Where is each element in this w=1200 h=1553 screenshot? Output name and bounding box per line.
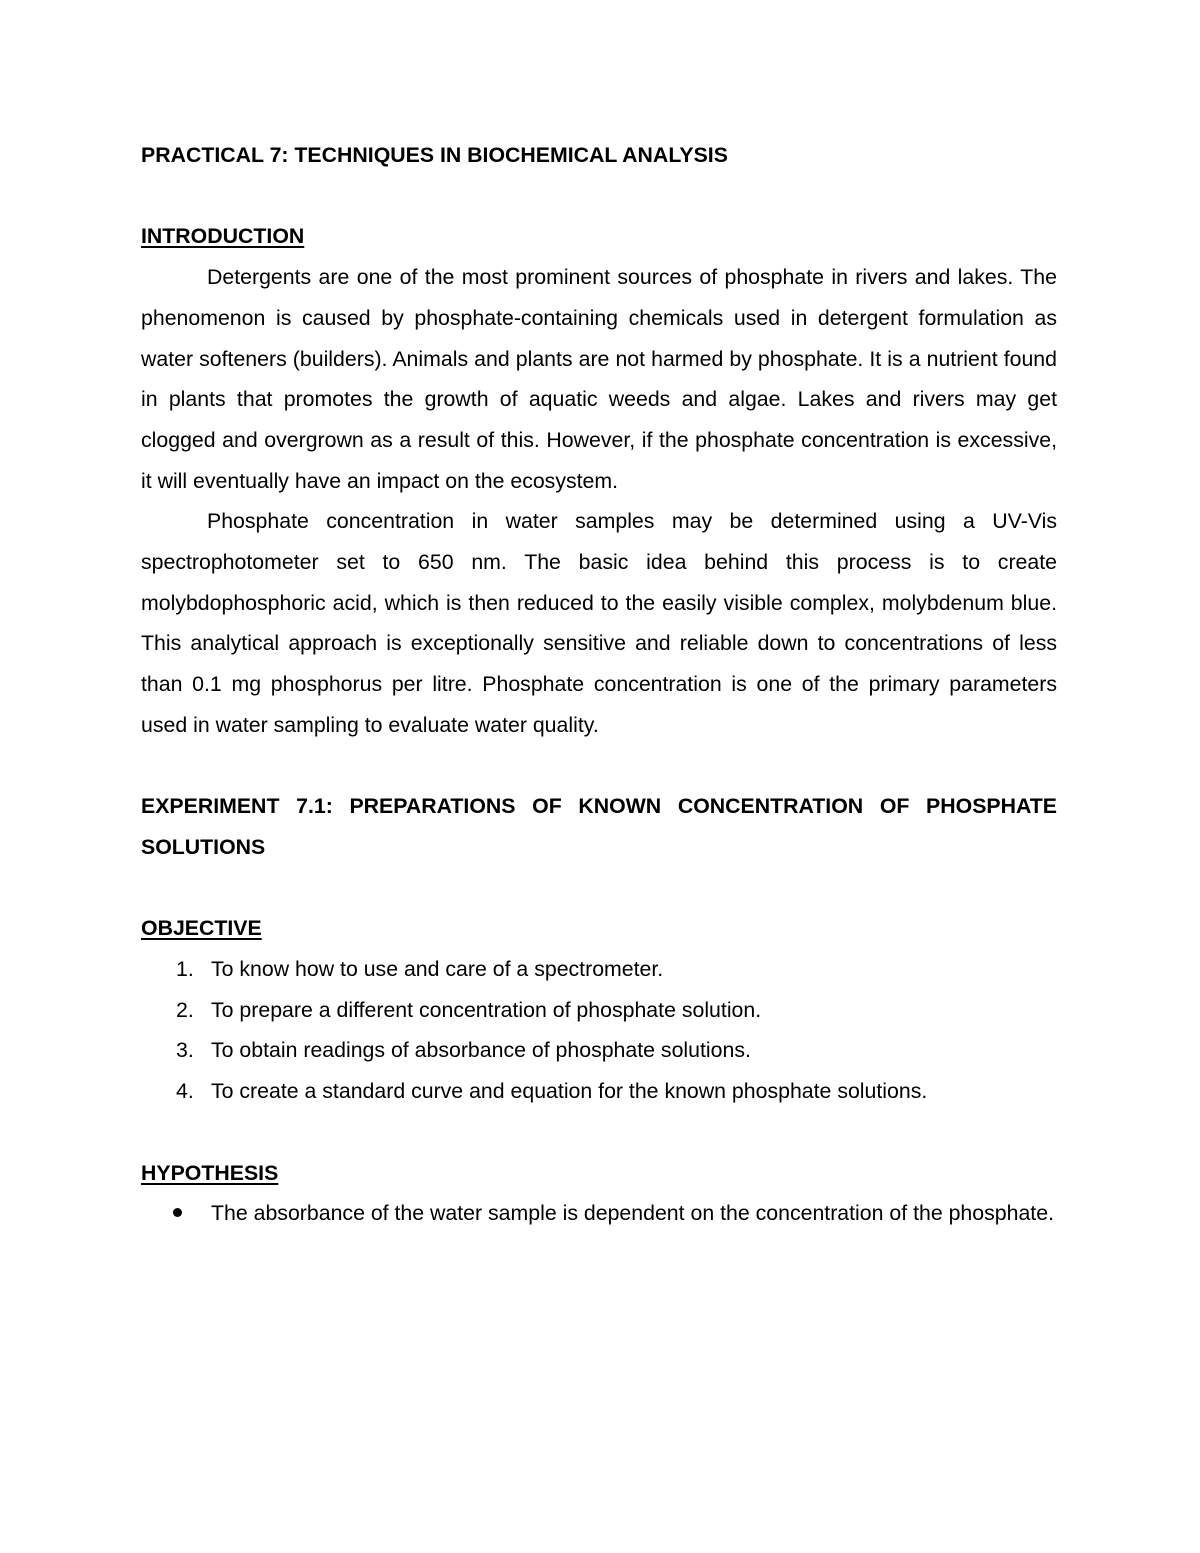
hypothesis-text: The absorbance of the water sample is dependent on the concentration of the phosphate. — [211, 1201, 1054, 1226]
hypothesis-item — [141, 1193, 1057, 1234]
objective-item — [141, 949, 1057, 990]
objective-heading: OBJECTIVE — [141, 916, 262, 941]
objective-number: 4. — [176, 1079, 194, 1104]
hypothesis-heading: HYPOTHESIS — [141, 1160, 279, 1185]
experiment-heading: EXPERIMENT 7.1: PREPARATIONS OF KNOWN CONCENTRATION OF PHOSPHATE SOLUTIONS — [141, 794, 1057, 859]
objective-text: To know how to use and care of a spectrometer. — [211, 957, 664, 982]
introduction-paragraph-2: Phosphate concentration in water samples may be determined using a UV-Vis spectrophotometer set to 650 nm. The basic idea behind this process is to create molybdophosphoric acid, which is then reduced to the easily visible complex, molybdenum blue. This analytical approach is exceptionally sensitive and reliable down to concentrations of less than 0.1 mg phosphorus per litre. Phosphate concentration is one of the primary parameters used in water sampling to evaluate water quality. — [141, 509, 1057, 737]
objective-number: 1. — [176, 957, 194, 982]
objective-item — [141, 1030, 1057, 1071]
document-page — [141, 135, 1057, 1234]
spacer — [141, 868, 1057, 909]
spacer — [141, 746, 1057, 787]
objective-item — [141, 1071, 1057, 1112]
objective-text: To obtain readings of absorbance of phosphate solutions. — [211, 1038, 751, 1063]
hypothesis-list — [141, 1193, 1057, 1234]
introduction-paragraph-1: Detergents are one of the most prominent sources of phosphate in rivers and lakes. The phenomenon is caused by phosphate-containing chemicals used in detergent formulation as water softeners (builders). Animals and plants are not harmed by phosphate. It is a nutrient found in plants that promotes the growth of aquatic weeds and algae. Lakes and rivers may get clogged and overgrown as a result of this. However, if the phosphate concentration is excessive, it will eventually have an impact on the ecosystem. — [141, 265, 1057, 493]
objective-number: 3. — [176, 1038, 194, 1063]
spacer — [141, 176, 1057, 217]
objective-text: To create a standard curve and equation for the known phosphate solutions. — [211, 1079, 928, 1104]
objective-item — [141, 990, 1057, 1031]
spacer — [141, 1112, 1057, 1153]
page-title: PRACTICAL 7: TECHNIQUES IN BIOCHEMICAL ANALYSIS — [141, 143, 728, 167]
bullet-icon — [173, 1208, 182, 1217]
objective-text: To prepare a different concentration of phosphate solution. — [211, 997, 762, 1022]
objective-number: 2. — [176, 997, 194, 1022]
introduction-heading: INTRODUCTION — [141, 224, 305, 249]
objective-list — [141, 949, 1057, 1112]
